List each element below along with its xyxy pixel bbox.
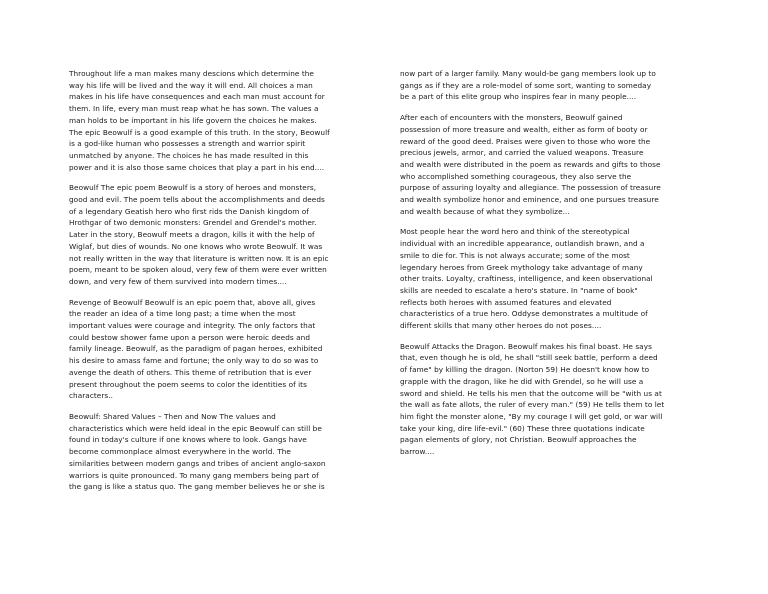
right-column — [400, 68, 699, 467]
paragraph-beowulf-dragon: Beowulf Attacks the Dragon. Beowulf makes his final boast. He says that, even though he is old, he shall "still seek battle, perform a deed of fame" by killing the dragon. (Norton 59) He doesn't know how to grapple with the dragon, like he did with Grendel, so he will use a sword and shield. He tells his men that the outcome will be "with us at the wall as fate allots, the ruler of every man." (59) He tells them to let him fight the monster alone, "By my courage I will get gold, or war will take your king, dire life-evil." (60) These three quotations indicate pagan elements of glory, not Christian. Beowulf approaches the barrow.... — [400, 341, 665, 457]
paragraph-hero-traits: Most people hear the word hero and think of the stereotypical individual with an incredible appearance, outlandish brawn, and a smile to die for. This is not always accurate; some of the most legendary heroes from Greek mythology take advantage of many other traits. Loyalty, craftiness, intelligence, and keen observational skills are needed to escalate a hero's stature. In "name of book" reflects both heroes with assumed features and elevated characteristics of a true hero. Oddyse demonstrates a multitude of different skills that many other heroes do not poses.... — [400, 227, 653, 331]
left-column — [69, 68, 368, 502]
paragraph-shared-values: Beowulf: Shared Values – Then and Now The values and characteristics which were held ideal in the epic Beowulf can still be found in today's culture if one knows where to look. Gangs have become commonplace almost everywhere in the world. The similarities between modern gangs and tribes of ancient anglo-saxon warriors is quite pronounced. To many gang members being part of the gang is like a status quo. The gang member believes he or she is — [69, 411, 326, 492]
paragraph-revenge-of-beowulf: Revenge of Beowulf Beowulf is an epic poem that, above all, gives the reader an idea of a time long past; a time when the most important values were courage and integrity. The only factors that could bestow shower fame upon a person were heroic deeds and family lineage. Beowulf, as the paradigm of pagan heroes, exhibited his desire to amass fame and fortune; the only way to do so was to avenge the death of others. This theme of retribution that is ever present throughout the poem seems to color the identities of its characters.. — [69, 297, 323, 401]
paragraph-beowulf-epic-poem: Beowulf The epic poem Beowulf is a story of heroes and monsters, good and evil. The poem tells about the accomplishments and deeds of a legendary Geatish hero who first rids the Danish kingdom of Hrothgar of two demonic monsters: Grendel and Grendel's mother. Later in the story, Beowulf meets a dragon, kills it with the help of Wiglaf, but dies of wounds. No one knows who wrote Beowulf. It was not really written in the way that literature is written now. It is an epic poem, meant to be spoken aloud, very few of them were ever written down, and very few of them survived into modern times.... — [69, 183, 329, 286]
paragraph-gang-family: now part of a larger family. Many would-be gang members look up to gangs as if they are a role-model of some sort, wanting to someday be a part of this elite group who inspires fear in many people.... — [400, 69, 656, 102]
paragraph-treasure-wealth: After each of encounters with the monsters, Beowulf gained possession of more treasure and wealth, either as form of booty or reward of the good deed. Praises were given to those who wore the precious jewels, armor, and carried the valued weapons. Treasure and wealth were distributed in the poem as rewards and gifts to those who accomplished something courageous, they also serve the purpose of assuring loyalty and allegiance. The possession of treasure and wealth symbolize honor and eminence, and one pursues treasure and wealth because of what they symbolize... — [400, 113, 661, 216]
paragraph-life-choices: Throughout life a man makes many descions which determine the way his life will be lived and the way it will end. All choices a man makes in his life have consequences and each man must account for them. In life, every man must reap what he has sown. The values a man holds to be important in his life govern the choices he makes. The epic Beowulf is a good example of this truth. In the story, Beowulf is a god-like human who possesses a strength and warrior spirit unmatched by anyone. The choices he has made resulted in this power and it is also those same choices that play a part in his end.... — [69, 69, 330, 172]
